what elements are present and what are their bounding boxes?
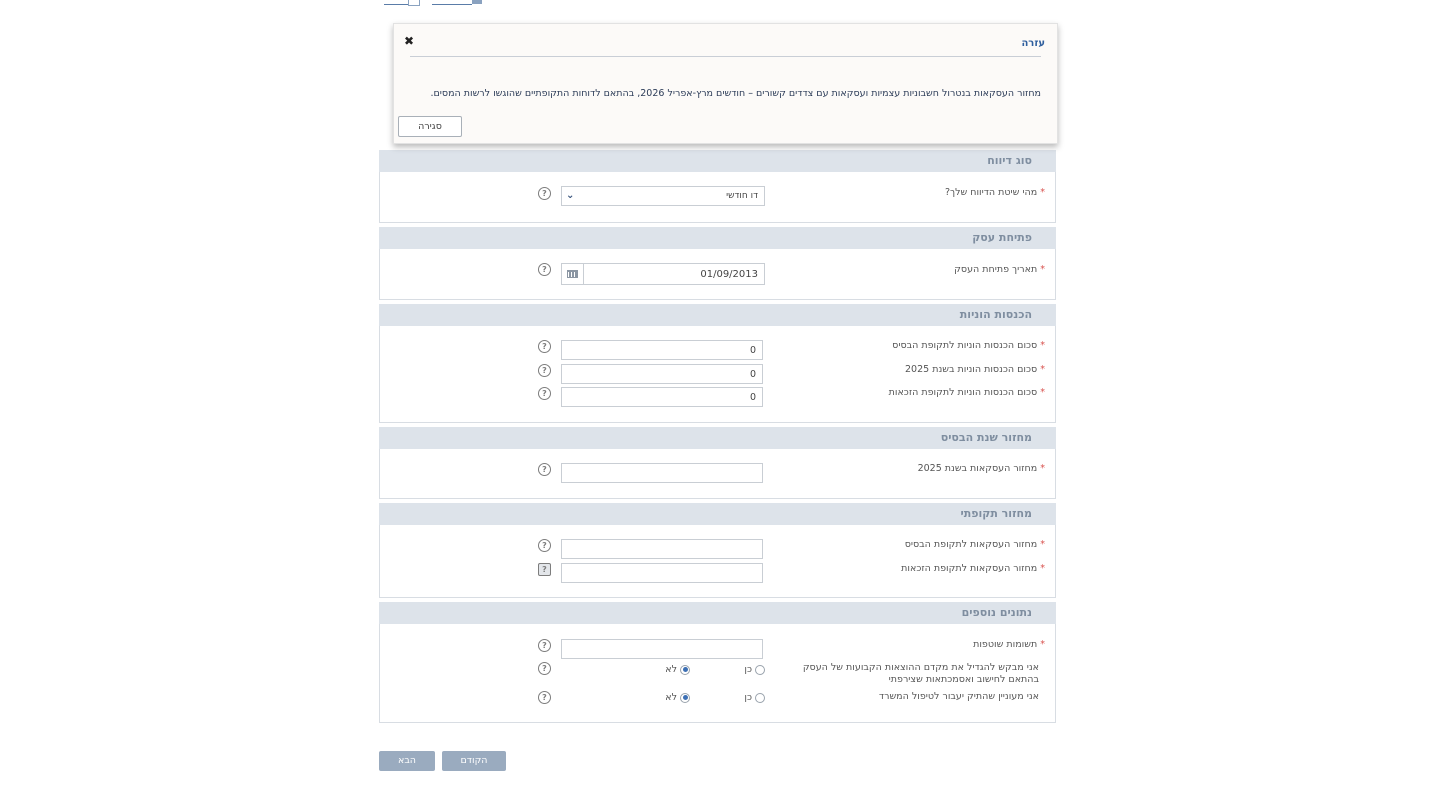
income-2025-label: * סכום הכנסות הוניות בשנת 2025	[905, 364, 1045, 375]
section-periodic	[379, 525, 1056, 598]
section-title: סוג דיווח	[987, 154, 1032, 167]
help-icon[interactable]: ?	[538, 639, 551, 652]
business-opening-date-input[interactable]: 01/09/2013	[561, 263, 765, 285]
help-icon[interactable]: ?	[538, 463, 551, 476]
radio-no[interactable]: לא	[665, 664, 690, 675]
section-title: פתיחת עסק	[972, 231, 1032, 244]
top-links	[384, 0, 494, 6]
close-button[interactable]: סגירה	[398, 116, 462, 137]
required-mark: *	[1040, 187, 1045, 198]
income-base-period-input[interactable]: 0	[561, 340, 763, 360]
dialog-message: מחזור העסקאות בנטרול חשבוניות עצמיות ועסקאות עם צדדים קשורים – חודשים מרץ-אפריל 2026, בהתאם לדוחות התקופתיים שהוגשו לרשות המסים.	[430, 88, 1041, 99]
turnover-2025-label: * מחזור העסקאות בשנת 2025	[917, 463, 1045, 474]
section-header-business-opening	[379, 227, 1056, 249]
section-title: הכנסות הוניות	[959, 308, 1032, 321]
turnover-base-period-input[interactable]	[561, 539, 763, 559]
print-icon[interactable]	[408, 0, 420, 6]
help-icon[interactable]: ?	[538, 263, 551, 276]
section-header-income	[379, 304, 1056, 326]
business-opening-date-label: * תאריך פתיחת העסק	[954, 264, 1045, 275]
section-reporting-type	[379, 172, 1056, 223]
turnover-eligibility-period-input[interactable]	[561, 563, 763, 583]
income-eligibility-period-input[interactable]: 0	[561, 387, 763, 407]
reporting-method-select[interactable]: דו חודשי ⌄	[561, 186, 765, 206]
help-icon[interactable]: ?	[538, 691, 551, 704]
current-inputs-label: * תשומות שוטפות	[973, 639, 1045, 650]
save-icon[interactable]	[472, 0, 482, 4]
help-icon[interactable]: ?	[538, 387, 551, 400]
fixed-expenses-radio-group	[660, 664, 770, 678]
help-icon[interactable]: ?	[538, 364, 551, 377]
transfer-file-question-label: אני מעוניין שהתיק יעבור לטיפול המשרד	[878, 691, 1039, 702]
current-inputs-input[interactable]	[561, 639, 763, 659]
transfer-file-radio-group	[660, 692, 770, 706]
section-header-reporting-type	[379, 150, 1056, 172]
calendar-icon[interactable]	[562, 264, 584, 284]
previous-button[interactable]: הקודם	[442, 751, 506, 771]
help-icon[interactable]: ?	[538, 539, 551, 552]
section-title: נתונים נוספים	[961, 606, 1032, 619]
close-icon[interactable]: ✖	[404, 34, 415, 48]
income-eligibility-period-label: * סכום הכנסות הוניות לתקופת הזכאות	[888, 387, 1045, 398]
chevron-down-icon: ⌄	[566, 190, 575, 201]
income-2025-input[interactable]: 0	[561, 364, 763, 384]
fixed-expenses-question-label: אני מבקש להגדיל את מקדם ההוצאות הקבועות של העסק בהתאם לחישוב ואסמכתאות שצירפתי	[802, 662, 1039, 685]
radio-yes[interactable]: כן	[744, 664, 765, 675]
section-header-additional	[379, 602, 1056, 624]
section-header-periodic	[379, 503, 1056, 525]
section-base-year	[379, 449, 1056, 499]
top-link-save[interactable]	[432, 0, 472, 5]
help-dialog	[393, 23, 1058, 144]
section-business-opening	[379, 249, 1056, 300]
reporting-method-label: * מהי שיטת הדיווח שלך?	[944, 187, 1045, 198]
section-title: מחזור תקופתי	[960, 507, 1032, 520]
radio-yes[interactable]: כן	[744, 692, 765, 703]
section-additional	[379, 624, 1056, 723]
section-header-base-year	[379, 427, 1056, 449]
divider	[410, 56, 1041, 57]
turnover-2025-input[interactable]	[561, 463, 763, 483]
section-title: מחזור שנת הבסיס	[940, 431, 1032, 444]
next-button[interactable]: הבא	[379, 751, 435, 771]
help-icon[interactable]: ?	[538, 563, 551, 576]
section-income	[379, 326, 1056, 423]
turnover-base-period-label: * מחזור העסקאות לתקופת הבסיס	[904, 539, 1045, 550]
income-base-period-label: * סכום הכנסות הוניות לתקופת הבסיס	[892, 340, 1045, 351]
help-icon[interactable]: ?	[538, 187, 551, 200]
dialog-title: עזרה	[1021, 38, 1045, 49]
radio-no[interactable]: לא	[665, 692, 690, 703]
turnover-eligibility-period-label: * מחזור העסקאות לתקופת הזכאות	[901, 563, 1045, 574]
help-icon[interactable]: ?	[538, 662, 551, 675]
help-icon[interactable]: ?	[538, 340, 551, 353]
